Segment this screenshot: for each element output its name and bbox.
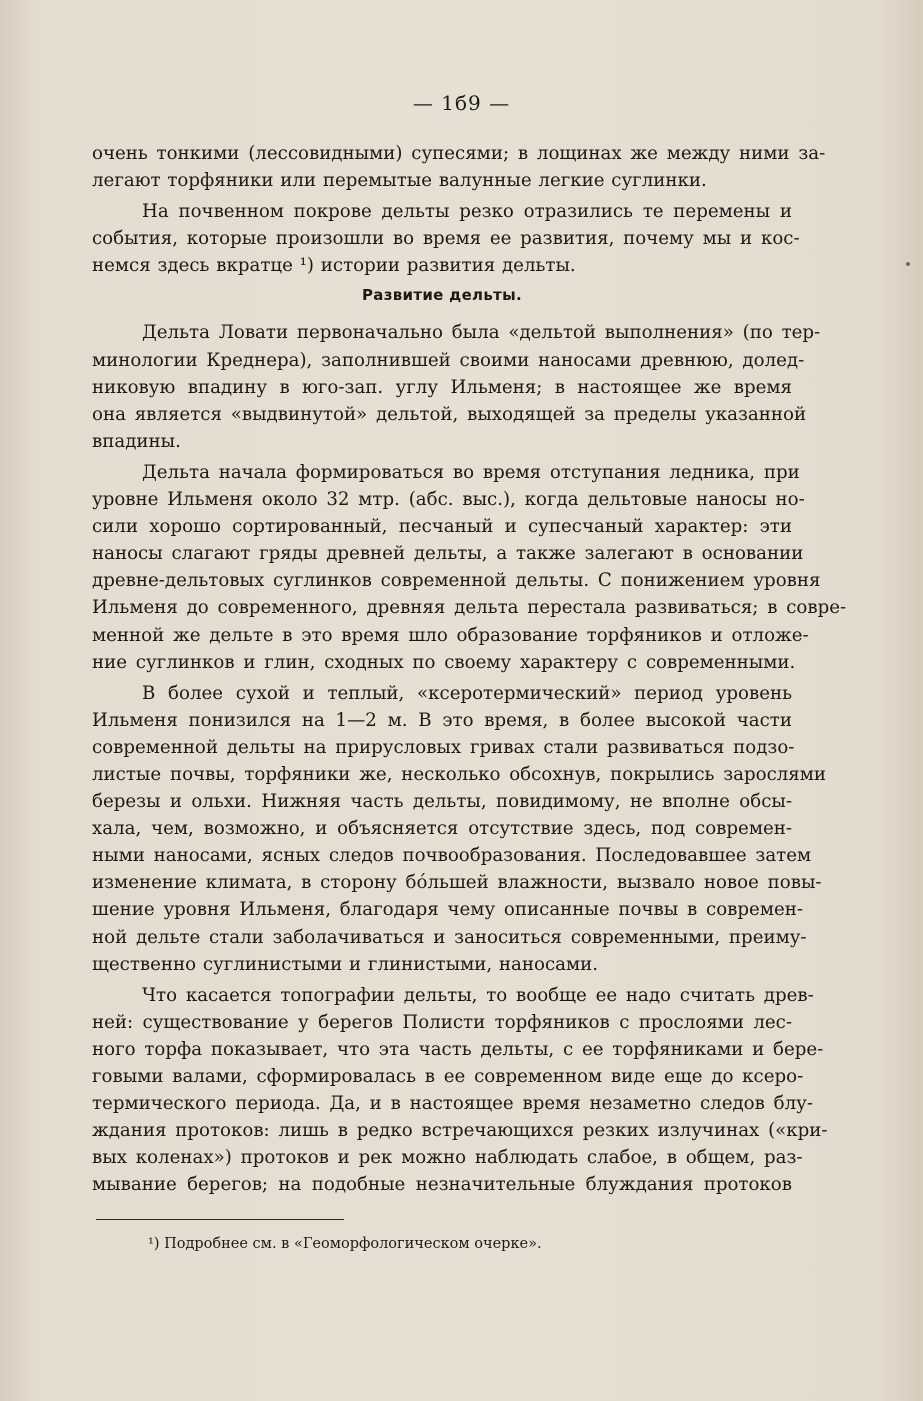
footnote-divider	[96, 1219, 344, 1220]
text-line: легают торфяники или перемытые валунные легкие суглинки.	[92, 170, 707, 192]
text-line: изменение климата, в сторону бóльшей влажности, вызвало новое повы-	[92, 872, 822, 894]
text-line: никовую впадину в юго-зап. углу Ильменя; в настоящее же время	[92, 376, 792, 398]
body-text	[92, 140, 847, 1198]
section-heading: Развитие дельты.	[362, 286, 522, 305]
text-line: немся здесь вкратце ¹) истории развития дельты.	[92, 255, 576, 277]
text-line: мывание берегов; на подобные незначительные блуждания протоков	[92, 1174, 792, 1196]
text-line: ными наносами, ясных следов почвообразования. Последовавшее затем	[92, 845, 812, 867]
page-number: — 1б9 —	[412, 91, 511, 115]
text-line: В более сухой и теплый, «ксеротермический» период уровень	[142, 682, 792, 704]
text-line: термического периода. Да, и в настоящее время незаметно следов блу-	[92, 1093, 814, 1115]
text-line: Что касается топографии дельты, то вообще ее надо считать древ-	[142, 984, 814, 1006]
text-line: щественно суглинистыми и глинистыми, наносами.	[92, 953, 599, 975]
paragraph	[92, 140, 826, 194]
text-line: уровне Ильменя около 32 мтр. (абс. выс.), когда дельтовые наносы но-	[92, 489, 805, 511]
text-line: минологии Креднера), заполнившей своими наносами древнюю, долед-	[92, 349, 805, 371]
text-line: она является «выдвинутой» дельтой, выходящей за пределы указанной	[92, 403, 807, 425]
text-line: На почвенном покрове дельты резко отразились те перемены и	[142, 201, 792, 223]
text-line: листые почвы, торфяники же, несколько обсохнув, покрылись зарослями	[92, 763, 827, 785]
text-line: менной же дельте в это время шло образование торфяников и отложе-	[92, 624, 809, 646]
text-line: ной дельте стали заболачиваться и заноситься современными, преиму-	[92, 926, 807, 948]
text-line: ней: существование у берегов Полисти торфяников с прослоями лес-	[92, 1011, 792, 1033]
paragraph	[92, 680, 827, 978]
text-line: наносы слагают гряды древней дельты, а также залегают в основании	[92, 543, 804, 565]
paragraph	[92, 982, 828, 1199]
text-line: ждания протоков: лишь в редко встречающихся резких излучинах («кри-	[92, 1120, 828, 1142]
text-line: события, которые произошли во время ее развития, почему мы и кос-	[92, 228, 800, 250]
text-line: сили хорошо сортированный, песчаный и супесчаный характер: эти	[92, 516, 792, 538]
text-line: ного торфа показывает, что эта часть дельты, с ее торфяниками и бере-	[92, 1038, 824, 1060]
text-line: говыми валами, сформировалась в ее современном виде еще до ксеро-	[92, 1066, 804, 1087]
text-line: очень тонкими (лессовидными) супесями; в лощинах же между ними за-	[92, 143, 826, 164]
text-line: березы и ольхи. Нижняя часть дельты, повидимому, не вполне обсы-	[92, 791, 792, 813]
text-line: Ильменя понизился на 1—2 м. В это время, в более высокой части	[92, 709, 792, 731]
text-line: Дельта начала формироваться во время отступания ледника, при	[142, 461, 800, 483]
text-line: Дельта Ловати первоначально была «дельтой выполнения» (по тер-	[142, 322, 821, 344]
paragraph	[92, 319, 821, 454]
text-line: шение уровня Ильменя, благодаря чему описанные почвы в современ-	[92, 899, 803, 921]
text-line: хала, чем, возможно, и объясняется отсутствие здесь, под современ-	[92, 818, 792, 840]
text-line: вых коленах») протоков и рек можно наблюдать слабое, в общем, раз-	[92, 1147, 803, 1169]
paper-blemish	[906, 262, 910, 266]
paragraph	[92, 459, 847, 676]
text-line: Ильменя до современного, древняя дельта перестала развиваться; в совре-	[92, 597, 847, 619]
paragraph	[92, 198, 800, 279]
text-line: древне-дельтовых суглинков современной дельты. С понижением уровня	[92, 570, 821, 592]
text-line: современной дельты на прирусловых гривах стали развиваться подзо-	[92, 736, 795, 758]
text-line: ние суглинков и глин, сходных по своему характеру с современными.	[92, 651, 796, 673]
footnote: ¹) Подробнее см. в «Геоморфологическом очерке».	[148, 1236, 542, 1252]
text-line: впадины.	[92, 430, 181, 452]
